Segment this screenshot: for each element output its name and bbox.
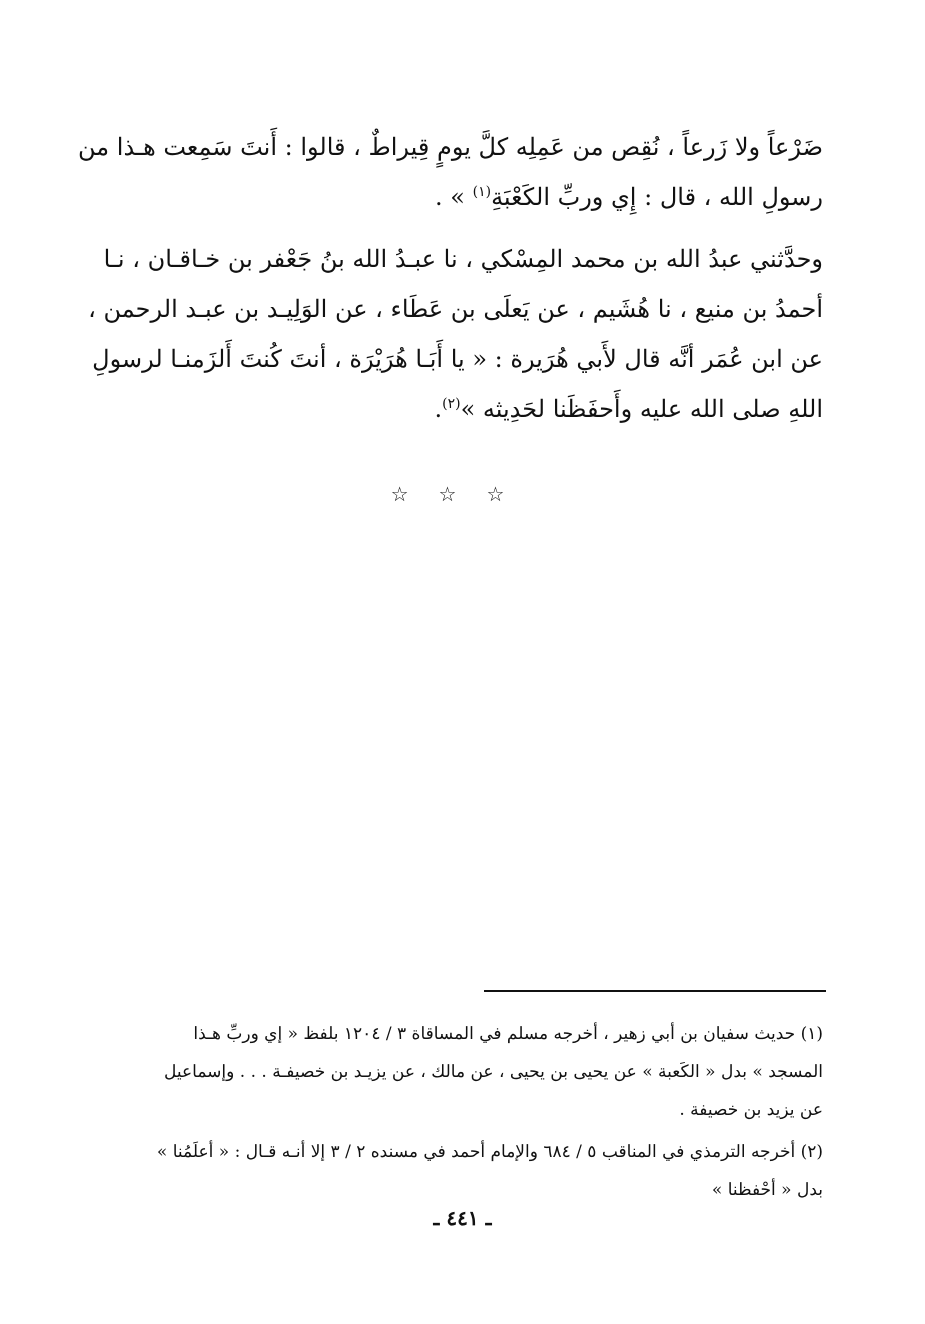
star-icon: ☆ xyxy=(390,482,439,506)
paragraph-2-line-2: أحمدُ بن منيع ، نا هُشَيم ، عن يَعلَى بن عَطَاء ، عن الوَلِيـد بن عبـد الرحمن ، xyxy=(88,295,823,323)
star-icon: ☆ xyxy=(486,482,535,506)
footnote-ref-1: (١) xyxy=(472,184,492,200)
paragraph-1-line-2-end: » . xyxy=(435,183,465,211)
paragraph-2-line-4-end: . xyxy=(434,395,443,423)
paragraph-2-line-3: عن ابن عُمَر أنَّه قال لأَبي هُرَيرة : « يا أَبَـا هُرَيْرَة ، أنتَ كُنتَ أَلزَمنـا لرسولِ xyxy=(92,345,823,373)
paragraph-1 xyxy=(78,122,823,222)
main-text xyxy=(78,122,823,434)
footnote-2: (٢) أخرجه الترمذي في المناقب ٥ / ٦٨٤ والإمام أحمد في مسنده ٢ / ٣ إلا أنـه قـال : « أعلَمُنا » بدل « أحْفظنا » xyxy=(156,1142,823,1200)
footnote-divider xyxy=(484,990,826,992)
paragraph-2 xyxy=(88,234,823,434)
footnote-1: (١) حديث سفيان بن أبي زهير ، أخرجه مسلم في المساقاة ٣ / ١٢٠٤ بلفظ « إي وربِّ هـذا المسجد » بدل « الكَعبة » عن يحيى بن يحيى ، عن مالك ، عن يزيـد بن خصيفـة . . . وإسماعيل عن يزيد بن خصيفة . xyxy=(164,1024,823,1120)
paragraph-2-line-1: وحدَّثني عبدُ الله بن محمد المِسْكي ، نا عبـدُ الله بنُ جَعْفر بن خـاقـان ، نـا xyxy=(103,245,823,273)
footnote-ref-2: (٢) xyxy=(442,396,461,412)
page-number: ـ ٤٤١ ـ xyxy=(433,1206,492,1230)
star-icon: ☆ xyxy=(438,482,487,506)
section-separator xyxy=(0,482,925,506)
footnotes xyxy=(137,1015,823,1209)
paragraph-2-line-4-text: اللهِ صلى الله عليه وأَحفَظَنا لحَدِيثه » xyxy=(460,395,823,423)
paragraph-2-line-4 xyxy=(137,384,823,434)
paragraph-1-line-1: ضَرْعاً ولا زَرعاً ، نُقِص من عَمِلِه كلَّ يومٍ قِيراطٌ ، قالوا : أَنتَ سَمِعت هـذا من xyxy=(78,133,823,161)
paragraph-1-line-2-text: رسولِ الله ، قال : إِي وربِّ الكَعْبَةِ xyxy=(491,183,823,211)
paragraph-1-line-2 xyxy=(137,172,823,222)
